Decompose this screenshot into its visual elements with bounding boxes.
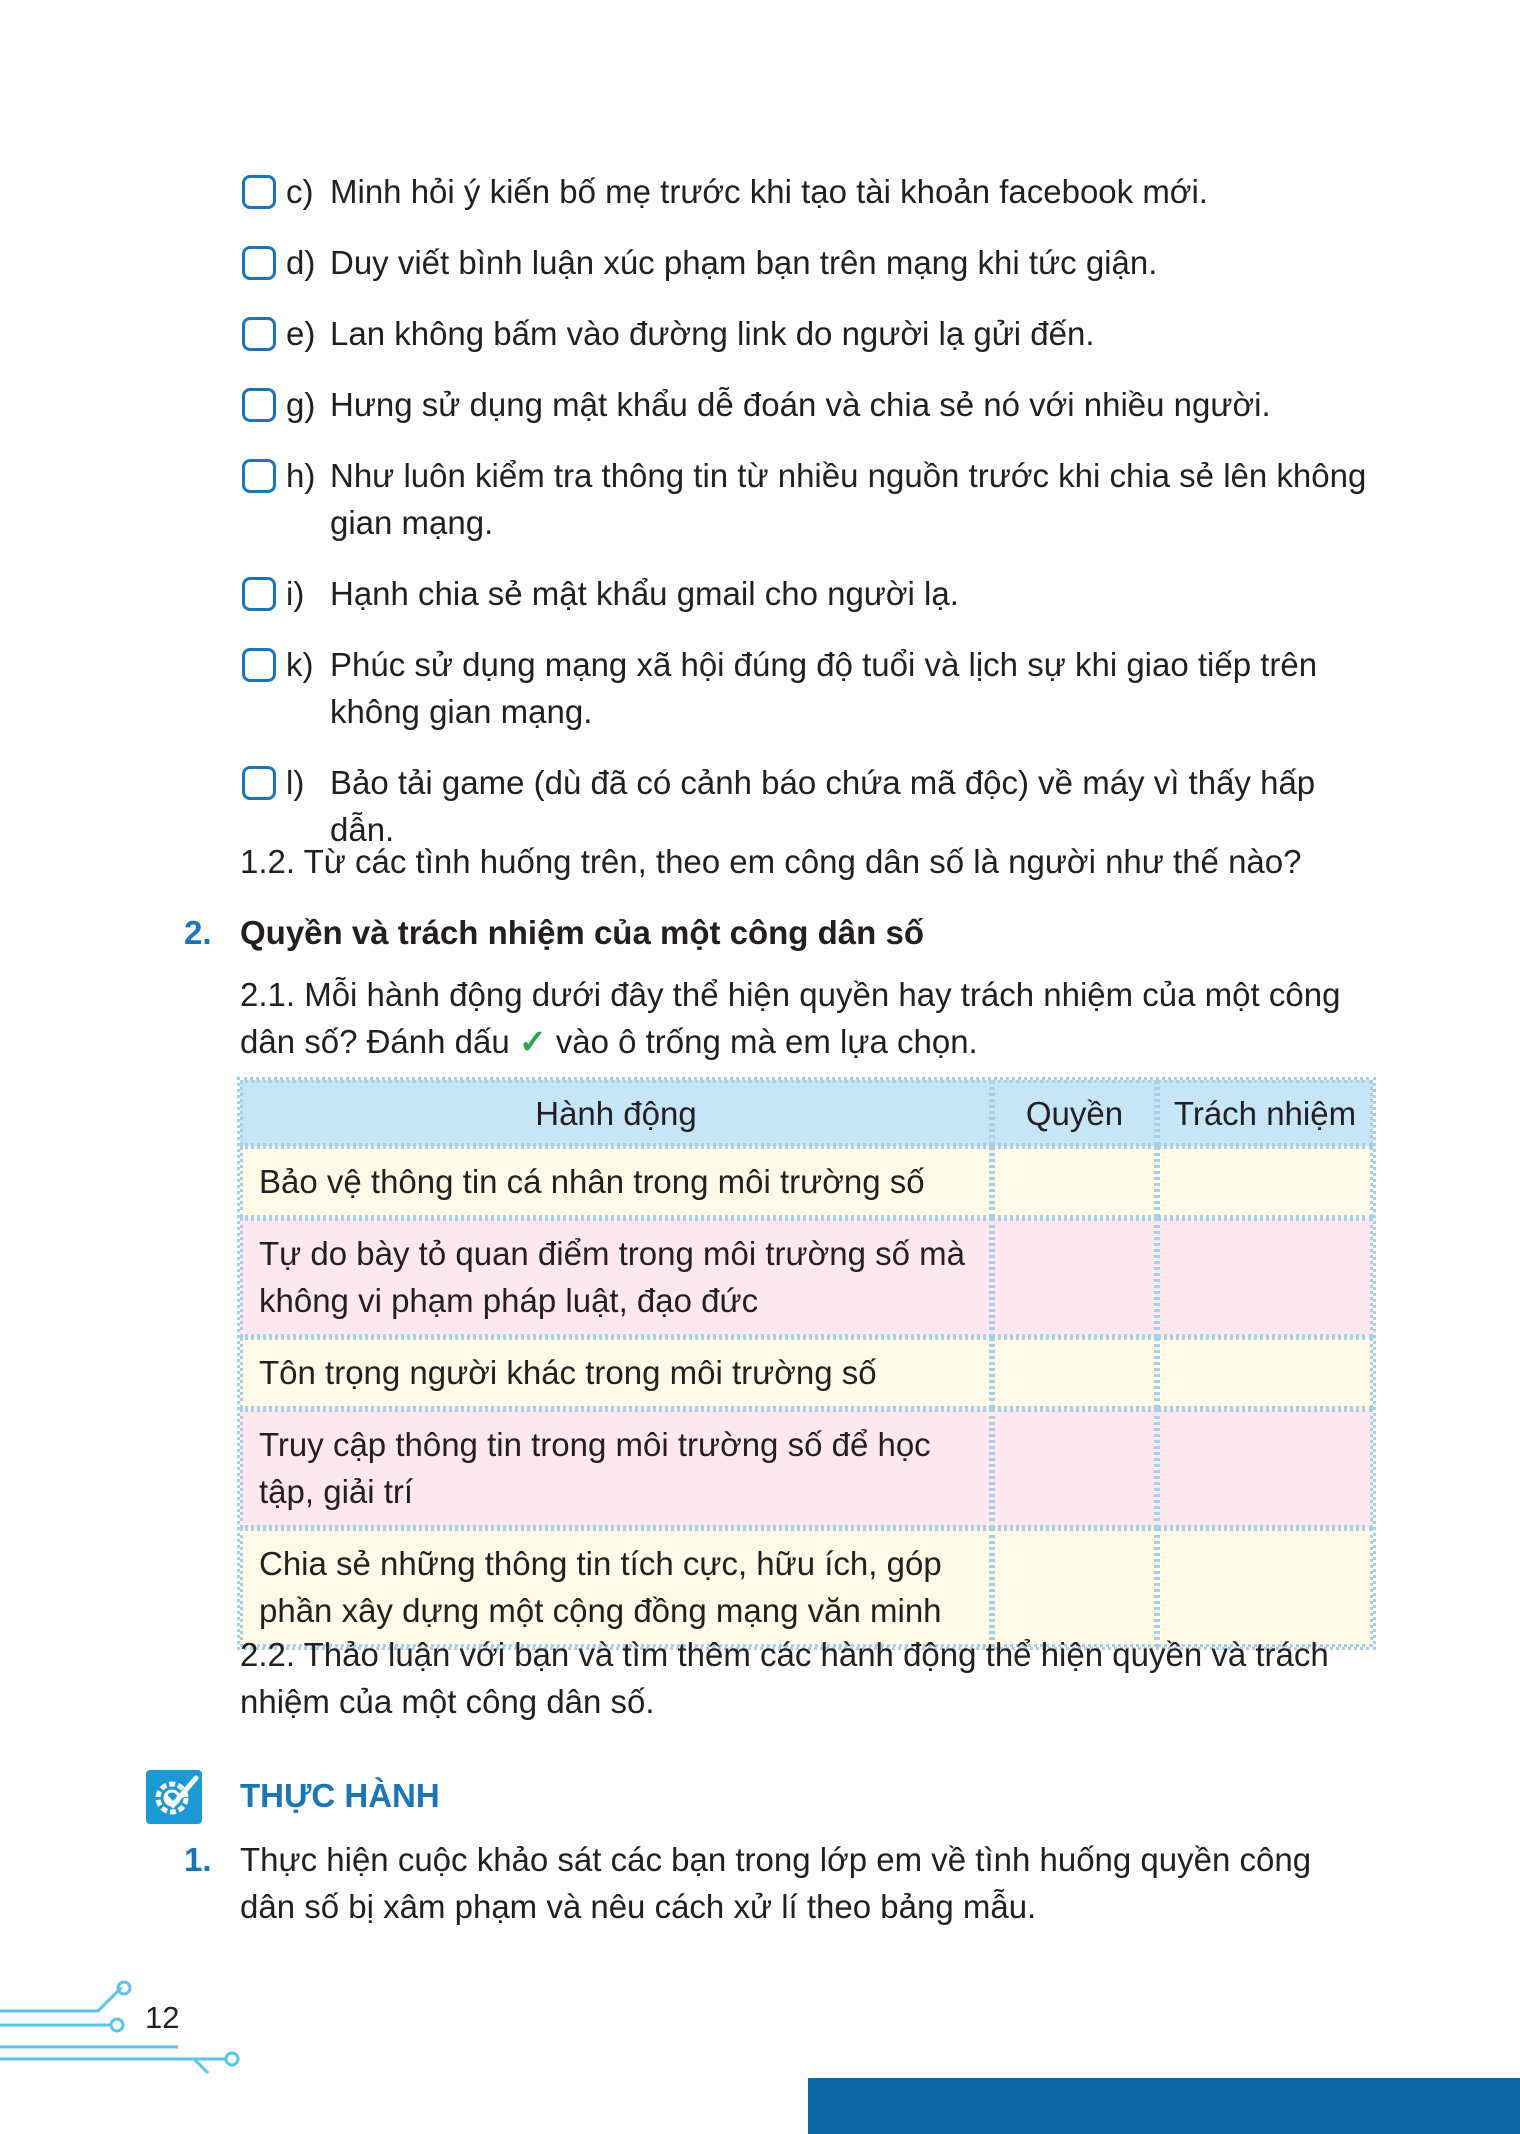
header-action: Hành động xyxy=(240,1080,992,1146)
item-letter: l) xyxy=(286,764,305,801)
question-2-1 xyxy=(240,971,1375,1065)
question-2-1-text-end: vào ô trống mà em lựa chọn. xyxy=(555,1023,978,1060)
table-row xyxy=(240,1409,1373,1528)
responsibility-answer-cell[interactable] xyxy=(1157,1218,1373,1337)
section-2-number: 2. xyxy=(184,914,212,951)
action-cell: Chia sẻ những thông tin tích cực, hữu ích, góp phần xây dựng một cộng đồng mạng văn minh xyxy=(240,1528,992,1647)
rights-answer-cell[interactable] xyxy=(992,1218,1157,1337)
item-text: Phúc sử dụng mạng xã hội đúng độ tuổi và lịch sự khi giao tiếp trên không gian mạng. xyxy=(330,646,1318,730)
checkbox[interactable] xyxy=(242,459,276,493)
item-letter: e) xyxy=(286,315,316,352)
item-letter: c) xyxy=(286,173,314,210)
item-text: Duy viết bình luận xúc phạm bạn trên mạng khi tức giận. xyxy=(330,244,1158,281)
checklist-item xyxy=(238,641,1378,735)
item-text: Bảo tải game (dù đã có cảnh báo chứa mã độc) về máy vì thấy hấp dẫn. xyxy=(330,764,1316,848)
checklist-item xyxy=(238,570,1378,617)
circuit-decoration-icon xyxy=(0,1975,260,2075)
checklist-item xyxy=(238,452,1378,546)
checkbox[interactable] xyxy=(242,577,276,611)
rights-responsibilities-table xyxy=(240,1080,1373,1647)
checkbox[interactable] xyxy=(242,388,276,422)
practice-item-number: 1. xyxy=(184,1841,212,1878)
practice-gear-icon xyxy=(146,1770,202,1824)
header-responsibility: Trách nhiệm xyxy=(1157,1080,1373,1146)
rights-answer-cell[interactable] xyxy=(992,1528,1157,1647)
rights-answer-cell[interactable] xyxy=(992,1146,1157,1218)
checkbox[interactable] xyxy=(242,246,276,280)
question-2-1-text: 2.1. Mỗi hành động dưới đây thể hiện quyền hay trách nhiệm của một công dân số? Đánh dấu xyxy=(240,976,1341,1060)
responsibility-answer-cell[interactable] xyxy=(1157,1146,1373,1218)
action-cell: Tôn trọng người khác trong môi trường số xyxy=(240,1337,992,1409)
question-2-2: 2.2. Thảo luận với bạn và tìm thêm các hành động thể hiện quyền và trách nhiệm của một công dân số. xyxy=(240,1636,1329,1720)
checkmark-icon: ✓ xyxy=(518,1023,547,1060)
checkbox[interactable] xyxy=(242,766,276,800)
table-header-row xyxy=(240,1080,1373,1146)
page-number: 12 xyxy=(145,2000,180,2035)
checklist-item xyxy=(238,168,1378,215)
item-text: Hưng sử dụng mật khẩu dễ đoán và chia sẻ nó với nhiều người. xyxy=(330,386,1271,423)
checklist-item xyxy=(238,310,1378,357)
table-row xyxy=(240,1528,1373,1647)
checkbox[interactable] xyxy=(242,317,276,351)
table-row xyxy=(240,1337,1373,1409)
practice-title: THỰC HÀNH xyxy=(240,1777,440,1814)
checklist-item xyxy=(238,239,1378,286)
responsibility-answer-cell[interactable] xyxy=(1157,1528,1373,1647)
table-row xyxy=(240,1218,1373,1337)
item-text: Hạnh chia sẻ mật khẩu gmail cho người lạ. xyxy=(330,575,959,612)
item-text: Lan không bấm vào đường link do người lạ gửi đến. xyxy=(330,315,1095,352)
responsibility-answer-cell[interactable] xyxy=(1157,1409,1373,1528)
checkbox[interactable] xyxy=(242,648,276,682)
action-cell: Bảo vệ thông tin cá nhân trong môi trường số xyxy=(240,1146,992,1218)
table-row xyxy=(240,1146,1373,1218)
item-letter: g) xyxy=(286,386,316,423)
action-cell: Truy cập thông tin trong môi trường số để học tập, giải trí xyxy=(240,1409,992,1528)
question-1-2: 1.2. Từ các tình huống trên, theo em công dân số là người như thế nào? xyxy=(240,843,1302,880)
item-text: Như luôn kiểm tra thông tin từ nhiều nguồn trước khi chia sẻ lên không gian mạng. xyxy=(330,457,1367,541)
checklist-item xyxy=(238,381,1378,428)
item-letter: h) xyxy=(286,457,316,494)
responsibility-answer-cell[interactable] xyxy=(1157,1337,1373,1409)
item-letter: d) xyxy=(286,244,316,281)
rights-answer-cell[interactable] xyxy=(992,1409,1157,1528)
rights-answer-cell[interactable] xyxy=(992,1337,1157,1409)
situation-checklist xyxy=(238,168,1378,877)
item-letter: i) xyxy=(286,575,305,612)
header-rights: Quyền xyxy=(992,1080,1157,1146)
item-text: Minh hỏi ý kiến bố mẹ trước khi tạo tài khoản facebook mới. xyxy=(330,173,1208,210)
item-letter: k) xyxy=(286,646,314,683)
practice-item-text: Thực hiện cuộc khảo sát các bạn trong lớp em về tình huống quyền công dân số bị xâm phạm và nêu cách xử lí theo bảng mẫu. xyxy=(240,1841,1312,1925)
action-cell: Tự do bày tỏ quan điểm trong môi trường số mà không vi phạm pháp luật, đạo đức xyxy=(240,1218,992,1337)
footer-bar xyxy=(808,2078,1520,2134)
section-2-title: Quyền và trách nhiệm của một công dân số xyxy=(240,914,924,951)
checkbox[interactable] xyxy=(242,175,276,209)
